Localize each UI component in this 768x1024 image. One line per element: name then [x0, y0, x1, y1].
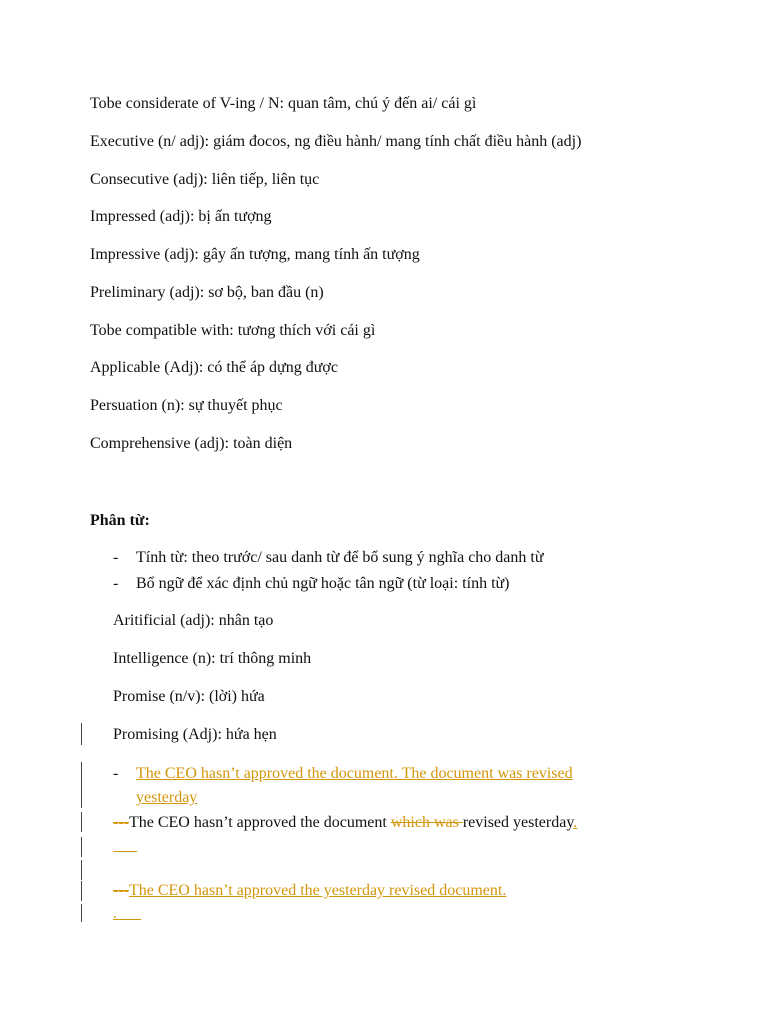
vocab-line: Impressed (adj): bị ấn tượng	[90, 208, 272, 225]
vocab-line: Consecutive (adj): liên tiếp, liên tục	[90, 171, 320, 188]
deleted-marker: ---	[113, 882, 129, 899]
section-heading: Phân từ:	[90, 512, 150, 529]
vocab-line: Tobe compatible with: tương thích với cái gì	[90, 322, 376, 339]
revised-sentence	[113, 813, 577, 833]
bullet-text: Tính từ: theo trước/ sau danh từ để bổ sung ý nghĩa cho danh từ	[136, 549, 544, 566]
vocab-line: Comprehensive (adj): toàn diện	[90, 435, 293, 452]
bullet-item	[0, 548, 768, 568]
vocab-line: Impressive (adj): gây ấn tượng, mang tính ấn tượng	[90, 246, 420, 263]
change-bar	[81, 812, 82, 832]
vocab-line: Preliminary (adj): sơ bộ, ban đầu (n)	[90, 284, 324, 301]
vocab-line: Tobe considerate of V-ing / N: quan tâm, chú ý đến ai/ cái gì	[90, 95, 477, 112]
inserted-text: yesterday	[136, 789, 198, 806]
inserted-text-continued	[136, 788, 197, 808]
vocab-line: Promise (n/v): (lời) hứa	[113, 688, 265, 705]
inserted-text: The CEO hasn’t approved the document. The document was revised	[136, 765, 573, 782]
change-bar	[81, 860, 82, 880]
change-bar	[81, 723, 82, 745]
inserted-text: .___	[113, 905, 141, 922]
revision-item	[0, 764, 768, 784]
vocab-line: Intelligence (n): trí thông minh	[113, 650, 312, 667]
inserted-blank-line	[113, 904, 141, 924]
vocab-line: Promising (Adj): hứa hẹn	[113, 726, 277, 743]
change-bar	[81, 881, 82, 901]
vocab-line: Aritificial (adj): nhân tạo	[113, 612, 274, 629]
vocab-line: Applicable (Adj): có thể áp dựng được	[90, 359, 338, 376]
revised-sentence	[113, 881, 506, 901]
bullet-marker: -	[113, 765, 119, 782]
vocab-line: Persuation (n): sự thuyết phục	[90, 397, 283, 414]
bullet-item	[0, 574, 768, 594]
bullet-marker: -	[113, 549, 119, 566]
deleted-text: which was	[390, 814, 463, 831]
inserted-blank-line	[113, 836, 137, 856]
deleted-marker: ---	[113, 814, 129, 831]
change-bar	[81, 837, 82, 857]
vocab-line: Executive (n/ adj): giám đocos, ng điều hành/ mang tính chất điều hành (adj)	[90, 133, 582, 150]
inserted-text: .	[573, 814, 578, 831]
sentence-text: revised yesterday	[462, 814, 574, 831]
change-bar	[81, 904, 82, 922]
inserted-text: The CEO hasn’t approved the yesterday revised document.	[128, 882, 507, 899]
bullet-text: Bổ ngữ để xác định chủ ngữ hoặc tân ngữ (từ loại: tính từ)	[136, 575, 510, 592]
bullet-marker: -	[113, 575, 119, 592]
sentence-text: The CEO hasn’t approved the document	[128, 814, 391, 831]
inserted-text: ___	[113, 837, 137, 854]
